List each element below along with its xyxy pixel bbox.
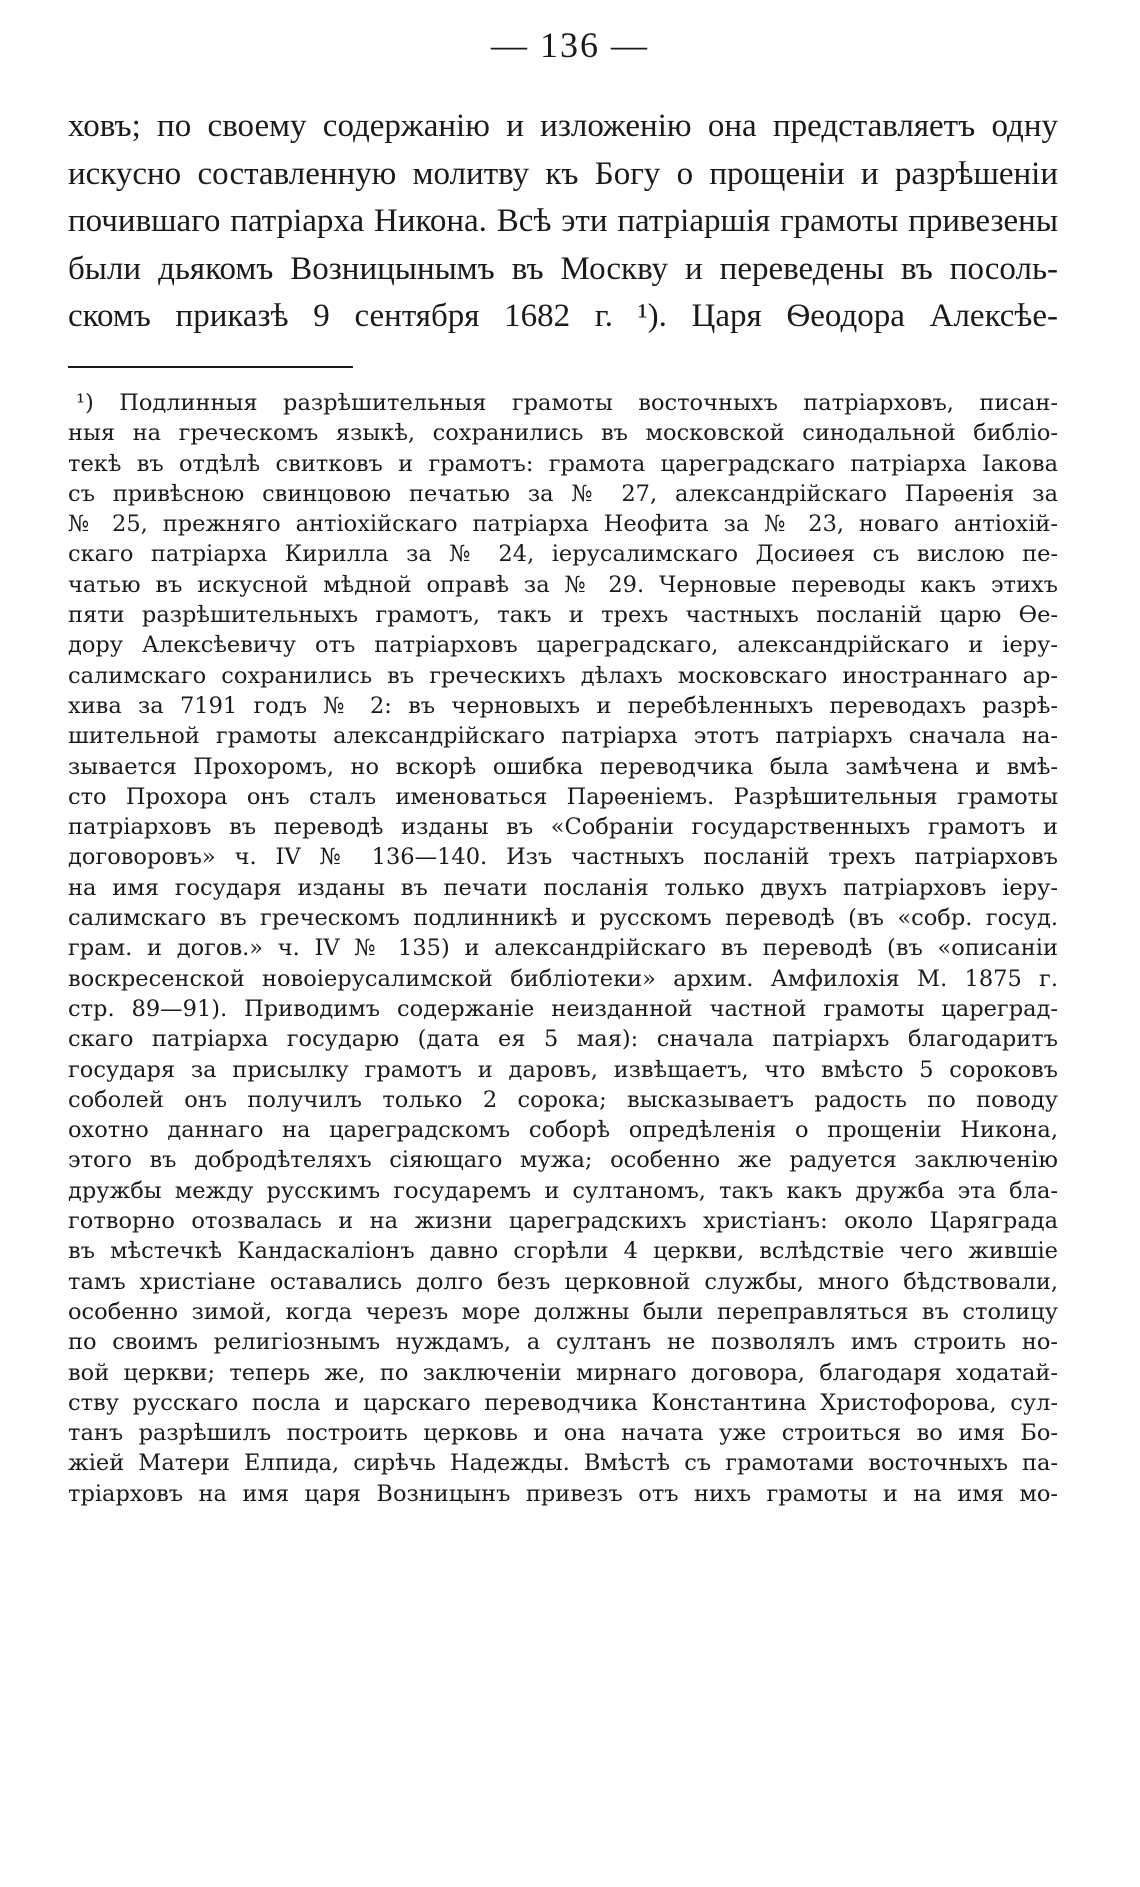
- footnote-line: шительной грамоты александрійскаго патріарха этотъ патріархъ сначала на-: [68, 723, 1058, 750]
- footnote-line: договоровъ» ч. IV № 136—140. Изъ частныхъ посланій трехъ патріарховъ: [68, 844, 1058, 871]
- footnote-line: хива за 7191 годъ № 2: въ черновыхъ и перебѣленныхъ переводахъ разрѣ-: [68, 692, 1058, 719]
- main-text-line: ховъ; по своему содержанію и изложенію она представляетъ одну: [68, 108, 1058, 144]
- footnote-line: по своимъ религіознымъ нуждамъ, а султанъ не позволялъ имъ строить но-: [68, 1329, 1058, 1356]
- page-number: — 136 —: [491, 25, 649, 65]
- footnote-line: въ мѣстечкѣ Кандаскаліонъ давно сгорѣли 4 церкви, вслѣдствіе чего жившіе: [68, 1238, 1058, 1265]
- footnote-line: государя за присылку грамотъ и даровъ, извѣщаетъ, что вмѣсто 5 сороковъ: [68, 1056, 1058, 1083]
- footnote-separator: [68, 366, 353, 368]
- footnote-line: зывается Прохоромъ, но вскорѣ ошибка переводчика была замѣчена и вмѣ-: [68, 753, 1058, 780]
- main-text-block: [68, 103, 1058, 341]
- footnote-line: салимскаго сохранились въ греческихъ дѣлахъ московскаго иностраннаго ар-: [68, 662, 1058, 689]
- main-text-line: почившаго патріарха Никона. Всѣ эти патріаршія грамоты привезены: [68, 203, 1058, 239]
- footnote-line: салимскаго въ греческомъ подлинникѣ и русскомъ переводѣ (въ «собр. госуд.: [68, 905, 1058, 932]
- footnote-line: тріарховъ на имя царя Возницынъ привезъ отъ нихъ грамоты и на имя мо-: [68, 1480, 1058, 1507]
- main-text-line: скомъ приказѣ 9 сентября 1682 г. ¹). Царя Ѳеодора Алексѣе-: [68, 298, 1058, 334]
- footnote-line: дору Алексѣевичу отъ патріарховъ цареградскаго, александрійскаго и іеру-: [68, 632, 1058, 659]
- footnote-line: № 25, прежняго антіохійскаго патріарха Неофита за № 23, новаго антіохій-: [68, 511, 1058, 538]
- footnote-line: дружбы между русскимъ государемъ и султаномъ, такъ какъ дружба эта бла-: [68, 1177, 1058, 1204]
- main-text-line: искусно составленную молитву къ Богу о прощеніи и разрѣшеніи: [68, 155, 1058, 192]
- footnote-line: готворно отозвалась и на жизни цареградскихъ христіанъ: около Царяграда: [68, 1208, 1058, 1235]
- footnote-line: текѣ въ отдѣлѣ свитковъ и грамотъ: грамота цареградскаго патріарха Іакова: [68, 450, 1058, 477]
- footnote-line: грам. и догов.» ч. IV № 135) и александрійскаго въ переводѣ (въ «описаніи: [68, 935, 1058, 962]
- footnote-line: патріарховъ въ переводѣ изданы въ «Собраніи государственныхъ грамотъ и: [68, 814, 1058, 841]
- footnote-line: жіей Матери Елпида, сирѣчь Надежды. Вмѣстѣ съ грамотами восточныхъ па-: [68, 1450, 1058, 1477]
- footnote-line: чатью въ искусной мѣдной оправѣ за № 29. Черновые переводы какъ этихъ: [68, 571, 1058, 598]
- footnote-line: этого въ добродѣтеляхъ сіяющаго мужа; особенно же радуется заключенію: [68, 1147, 1058, 1174]
- footnote-line: ¹) Подлинныя разрѣшительныя грамоты восточныхъ патріарховъ, писан-: [76, 390, 1058, 416]
- footnote-block: [68, 388, 1058, 1509]
- main-text-line: были дьякомъ Возницынымъ въ Москву и переведены въ посоль-: [68, 250, 1058, 287]
- footnote-line: воскресенской новоіерусалимской библіотеки» архим. Амфилохія М. 1875 г.: [68, 965, 1058, 992]
- footnote-line: съ привѣсною свинцовою печатью за № 27, александрійскаго Парѳенія за: [68, 480, 1058, 507]
- footnote-line: ныя на греческомъ языкѣ, сохранились въ московской синодальной библіо-: [68, 420, 1058, 447]
- footnote-line: охотно даннаго на цареградскомъ соборѣ опредѣленія о прощеніи Никона,: [68, 1117, 1058, 1144]
- footnote-line: пяти разрѣшительныхъ грамотъ, такъ и трехъ частныхъ посланій царю Ѳе-: [68, 602, 1058, 629]
- footnote-line: танъ разрѣшилъ построить церковь и она начата уже строиться во имя Бо-: [68, 1420, 1058, 1447]
- footnote-line: вой церкви; теперь же, по заключеніи мирнаго договора, благодаря ходатай-: [68, 1359, 1058, 1386]
- footnote-line: стр. 89—91). Приводимъ содержаніе неизданной частной грамоты цареград-: [68, 995, 1058, 1022]
- footnote-line: скаго патріарха государю (дата ея 5 мая): сначала патріархъ благодаритъ: [68, 1026, 1058, 1053]
- footnote-line: ству русскаго посла и царскаго переводчика Константина Христофорова, сул-: [68, 1389, 1058, 1416]
- footnote-line: сто Прохора онъ сталъ именоваться Парѳеніемъ. Разрѣшительныя грамоты: [68, 783, 1058, 810]
- footnote-line: особенно зимой, когда черезъ море должны были переправляться въ столицу: [68, 1298, 1058, 1325]
- footnote-line: на имя государя изданы въ печати посланія только двухъ патріарховъ іеру-: [68, 874, 1058, 901]
- footnote-line: скаго патріарха Кирилла за № 24, іерусалимскаго Досиѳея съ вислою пе-: [68, 541, 1058, 568]
- footnote-line: тамъ христіане оставались долго безъ церковной службы, много бѣдствовали,: [68, 1268, 1058, 1295]
- footnote-line: соболей онъ получилъ только 2 сорока; высказываетъ радость по поводу: [68, 1086, 1058, 1113]
